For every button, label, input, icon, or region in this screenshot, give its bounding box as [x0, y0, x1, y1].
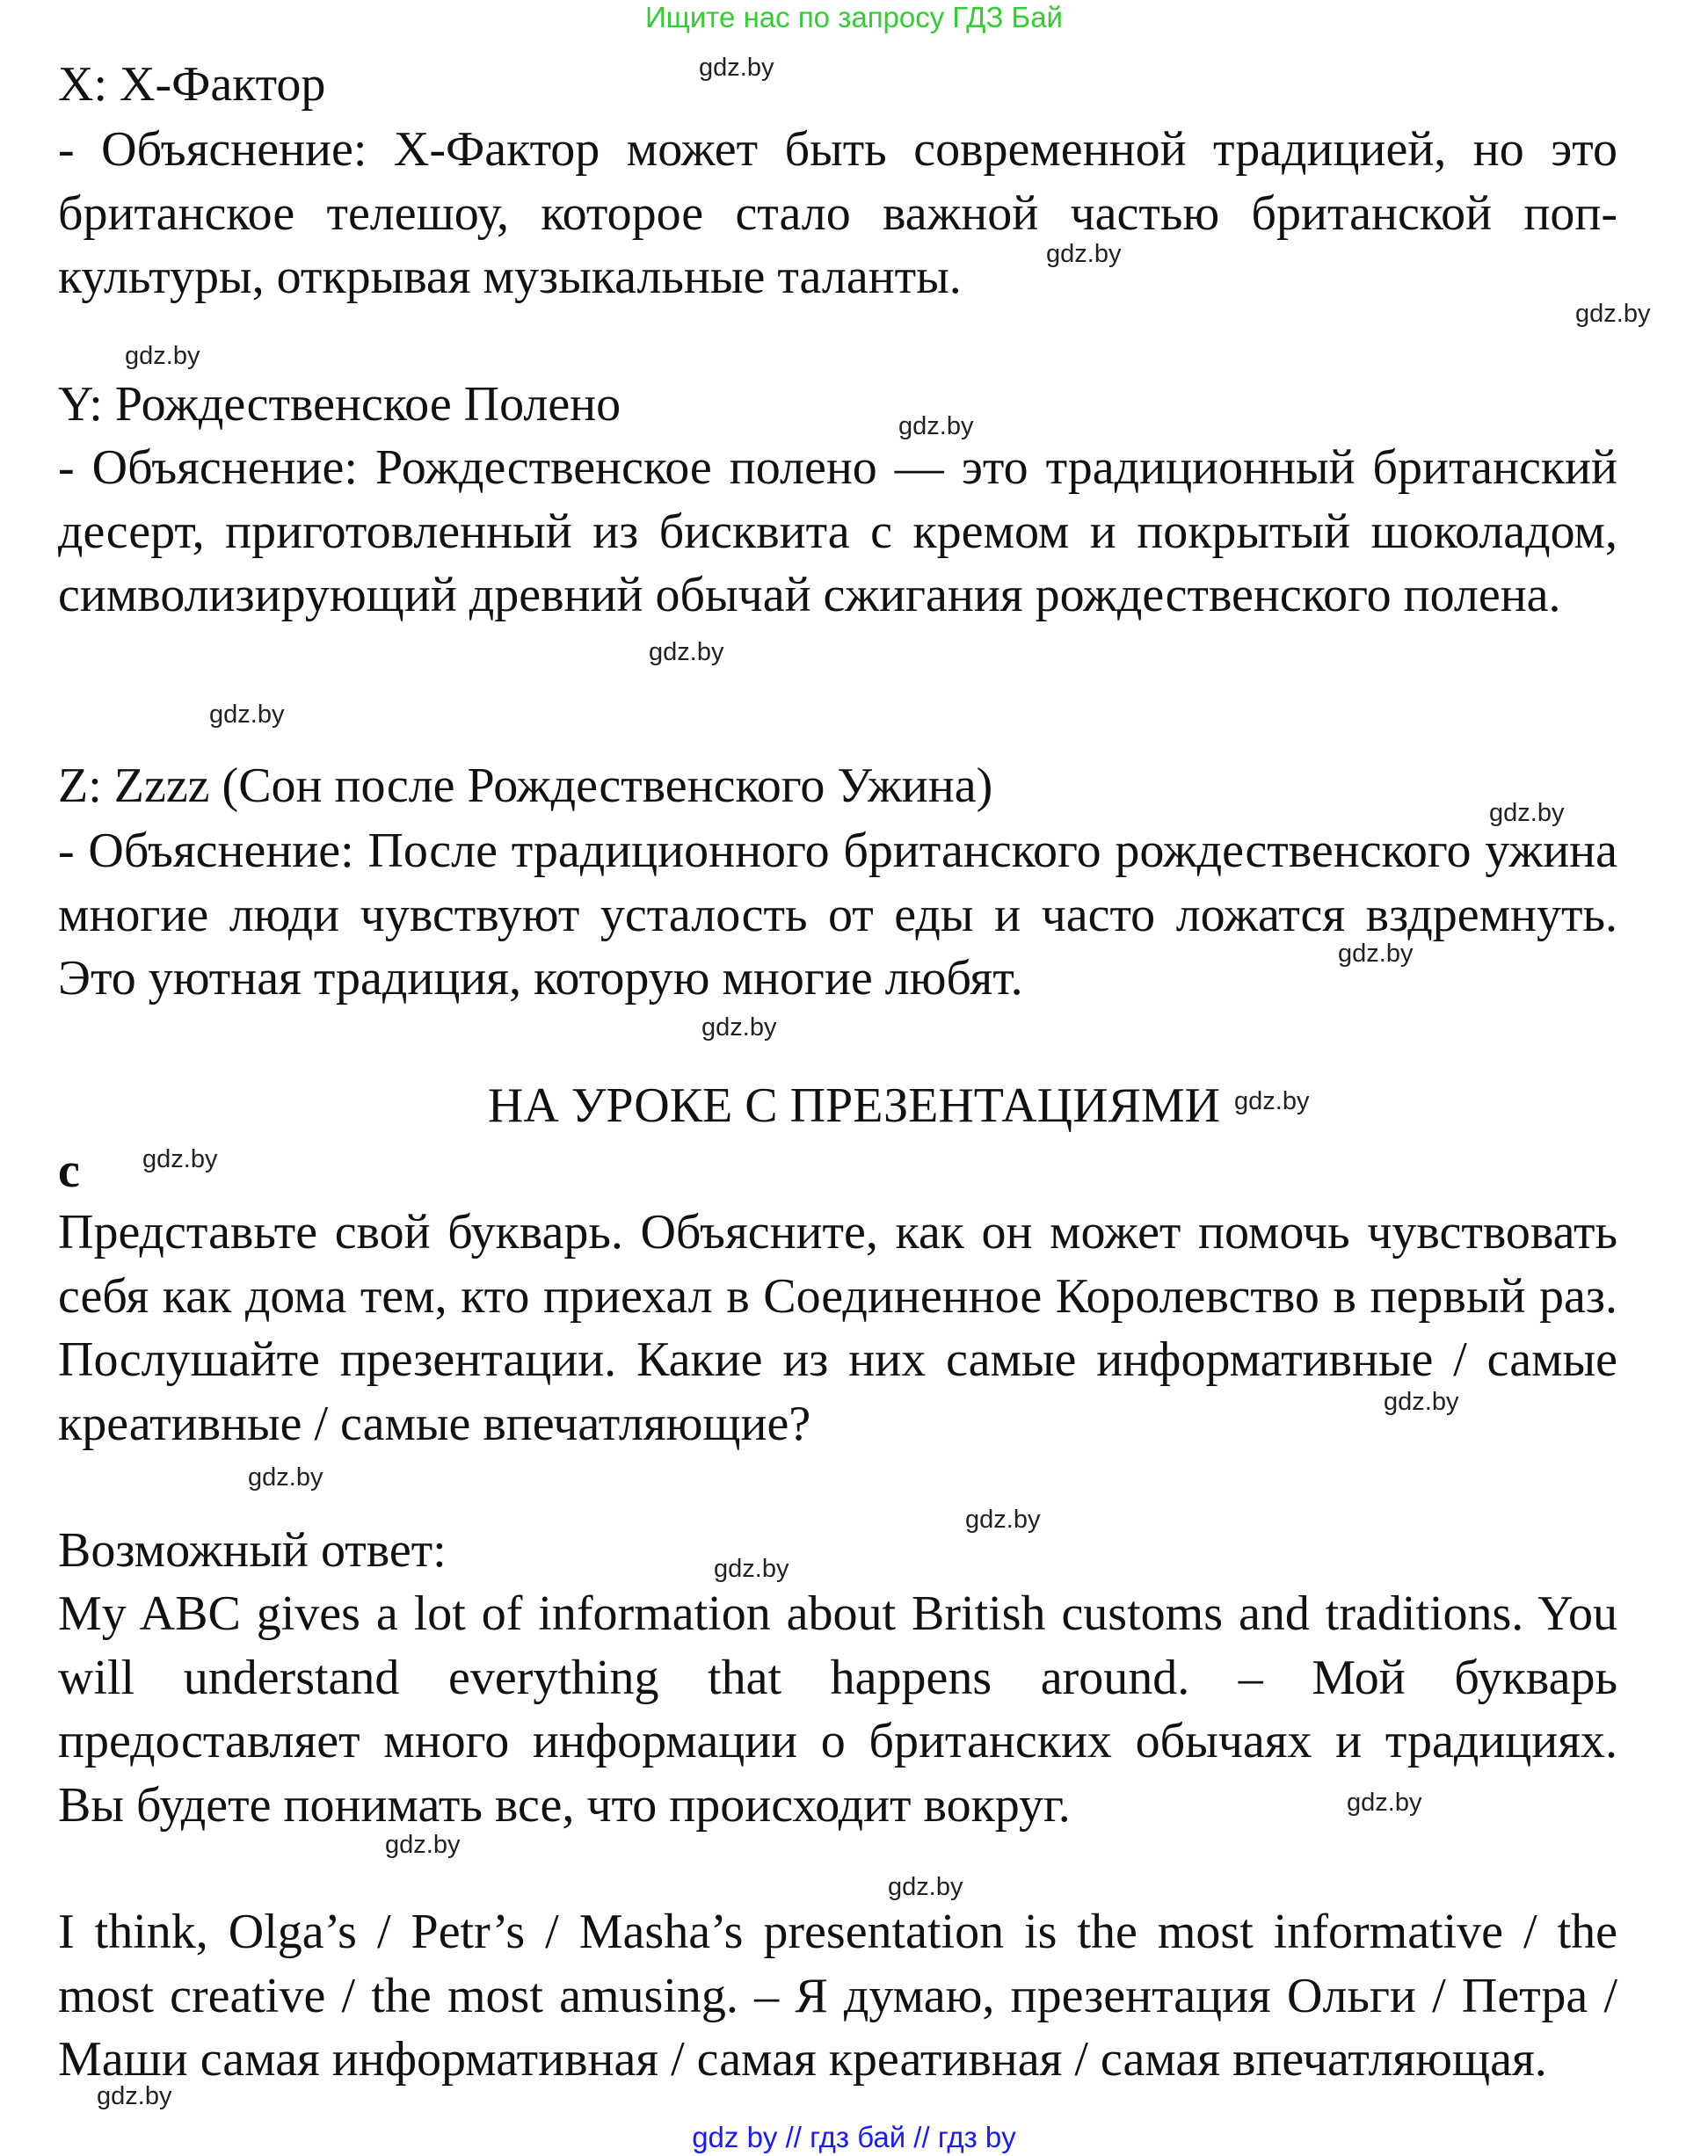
watermark: gdz.by: [699, 54, 774, 82]
section-z-title: Z: Zzzz (Сон после Рождественского Ужина): [58, 759, 993, 813]
watermark: gdz.by: [1338, 940, 1414, 968]
answer-2: I think, Olga’s / Petr’s / Masha’s presentation is the most informative / the most creative / the most amusing. – Я думаю, презентация Ольги / Петра / Маши самая информативная / самая креативная / самая впечатляющая.: [58, 1905, 1617, 2087]
watermark: gdz.by: [1384, 1388, 1459, 1416]
watermark: gdz.by: [1575, 300, 1651, 328]
footer-links[interactable]: gdz by // гдз бай // гдз by: [692, 2121, 1016, 2153]
watermark: gdz.by: [1489, 799, 1565, 827]
task-text: Представьте свой букварь. Объясните, как он может помочь чувствовать себя как дома тем, кто приехал в Соединенное Королевство в первый раз. Послушайте презентации. Какие из них самые информативные / самые креативные / самые впечатляющие?: [58, 1205, 1617, 1451]
section-z-explanation: - Объяснение: После традиционного британского рождественского ужина многие люди чувствуют усталость от еды и часто ложатся вздремнуть. Это уютная традиция, которую многие любят.: [58, 824, 1617, 1005]
watermark: gdz.by: [209, 701, 285, 729]
watermark: gdz.by: [888, 1873, 963, 1901]
top-banner: Ищите нас по запросу ГДЗ Бай: [645, 1, 1063, 33]
watermark: gdz.by: [714, 1555, 789, 1583]
watermark: gdz.by: [1347, 1789, 1422, 1817]
watermark: gdz.by: [1046, 240, 1122, 268]
watermark: gdz.by: [385, 1831, 461, 1859]
answer-label: Возможный ответ:: [58, 1523, 447, 1578]
watermark: gdz.by: [142, 1145, 218, 1173]
watermark: gdz.by: [649, 638, 724, 666]
watermark: gdz.by: [97, 2082, 172, 2110]
task-letter: c: [58, 1143, 80, 1198]
section-x-explanation: - Объяснение: X-Фактор может быть современной традицией, но это британское телешоу, которое стало важной частью британской поп-культуры, открывая музыкальные таланты.: [58, 122, 1617, 304]
watermark: gdz.by: [701, 1013, 777, 1042]
section-y-explanation: - Объяснение: Рождественское полено — это традиционный британский десерт, приготовленный из бисквита с кремом и покрытый шоколадом, символизирующий древний обычай сжигания рождественского полена.: [58, 440, 1617, 622]
lesson-heading: НА УРОКЕ С ПРЕЗЕНТАЦИЯМИ: [487, 1078, 1221, 1133]
section-x-title: X: X-Фактор: [58, 57, 326, 112]
watermark: gdz.by: [248, 1463, 323, 1492]
watermark: gdz.by: [125, 342, 200, 370]
watermark: gdz.by: [1234, 1087, 1310, 1115]
answer-1: My ABC gives a lot of information about British customs and traditions. You will understand everything that happens around. – Мой букварь предоставляет много информации о британских обычаях и традициях. Вы будете понимать все, что происходит вокруг.: [58, 1586, 1617, 1833]
watermark: gdz.by: [965, 1506, 1041, 1534]
watermark: gdz.by: [898, 412, 974, 440]
section-y-title: Y: Рождественское Полено: [58, 377, 621, 432]
